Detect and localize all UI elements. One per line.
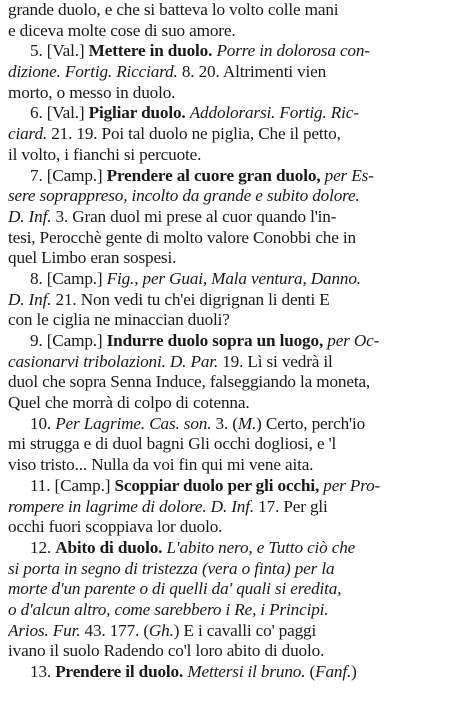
body-text: 17. Per gli [254, 496, 328, 516]
italic-text: Arios. Fur. [8, 620, 81, 640]
text-line [8, 455, 466, 476]
text-line [8, 290, 466, 311]
italic-text: per Pro- [323, 475, 381, 495]
text-line [8, 579, 466, 600]
text-line [8, 166, 466, 187]
body-text: e diceva molte cose di suo amore. [8, 20, 236, 40]
body-text: 6. [Val.] [30, 103, 89, 123]
text-line [8, 559, 466, 580]
text-line [8, 434, 466, 455]
body-text: 9. [Camp.] [30, 331, 107, 350]
italic-text: morte d'un parente o di quelli da' quali si eredita, [8, 579, 342, 599]
body-text: 19. Lì si vedrà il [218, 351, 333, 371]
body-text: con le ciglia ne minaccian duoli? [8, 310, 230, 330]
text-line [8, 600, 466, 621]
italic-text: per Oc- [327, 331, 380, 350]
text-line [8, 248, 466, 269]
italic-text: L'abito nero, e Tutto ciò che [166, 537, 356, 557]
text-line [8, 497, 466, 518]
body-text: il volto, i fianchi si percuote. [8, 144, 202, 164]
body-text: occhi fuori scoppiava lor duolo. [8, 517, 223, 537]
text-line [8, 145, 466, 166]
text-line [8, 21, 466, 42]
body-text: grande duolo, e che si batteva lo volto colle mani [8, 0, 339, 19]
italic-text: rompere in lagrime di dolore. D. Inf. [8, 496, 255, 516]
body-text: 43. 177. ( [80, 620, 149, 640]
text-line [8, 476, 466, 497]
italic-text: Fanf. [315, 662, 352, 681]
body-text: 13. [30, 662, 56, 681]
body-text: 3. Gran duol mi prese al cuor quando l'in- [51, 206, 337, 226]
text-line [8, 662, 466, 683]
body-text: tesi, Perocchè gente di molto valore Conobbi che in [8, 227, 356, 247]
body-text: duol che sopra Senna Induce, falseggiando la moneta, [8, 372, 371, 392]
entry-headword: Prendere al cuore gran duolo, [106, 165, 321, 185]
body-text: 11. [Camp.] [30, 475, 115, 495]
text-line [8, 103, 466, 124]
body-text: ) E i cavalli co' paggi [173, 620, 317, 640]
text-line [8, 41, 466, 62]
entry-headword: Abito di duolo. [55, 537, 163, 557]
italic-text: Per Lagrime. Cas. son. [55, 413, 212, 433]
body-text: 8. [Camp.] [30, 268, 107, 288]
entry-headword: Scoppiar duolo per gli occhi, [114, 475, 320, 495]
body-text: 10. [30, 413, 56, 433]
italic-text: ciard. [8, 124, 48, 144]
italic-text: per Es- [324, 165, 374, 185]
text-line [8, 372, 466, 393]
italic-text: Gh. [148, 620, 174, 640]
body-text: Quel che morrà di colpo di cotenna. [8, 393, 250, 413]
body-text: 12. [30, 537, 56, 557]
text-line [8, 310, 466, 331]
text-line [8, 83, 466, 104]
text-line [8, 538, 466, 559]
text-line [8, 621, 466, 642]
body-text: 5. [Val.] [30, 41, 89, 61]
text-line [8, 124, 466, 145]
entry-headword: Mettere in duolo. [88, 41, 213, 61]
italic-text: D. Inf. [8, 206, 52, 226]
body-text: ) Certo, perch'io [256, 413, 366, 433]
italic-text: M. [237, 413, 257, 433]
body-text: 3. ( [211, 413, 238, 433]
body-text: 21. Non vedi tu ch'ei digrignan li denti E [51, 289, 330, 309]
italic-text: Mettersi il bruno. [187, 662, 306, 681]
text-line [8, 0, 466, 21]
text-line [8, 269, 466, 290]
italic-text: o d'alcun altro, come sarebbero i Re, i Principi. [8, 599, 329, 619]
body-text: ) [351, 662, 357, 681]
text-line [8, 207, 466, 228]
body-text: mi strugga e di duol bagni Gli occhi dogliosi, e 'l [8, 434, 337, 454]
italic-text: casionarvi tribolazioni. D. Par. [8, 351, 219, 371]
body-text: 8. 20. Altrimenti vien [177, 62, 327, 82]
italic-text: D. Inf. [8, 289, 52, 309]
entry-headword: Prendere il duolo. [55, 662, 184, 681]
entry-headword: Pigliar duolo. [88, 103, 186, 123]
italic-text: Addolorarsi. Fortig. Ric- [189, 103, 359, 123]
body-text: 21. 19. Poi tal duolo ne piglia, Che il petto, [47, 124, 341, 144]
text-line [8, 331, 466, 352]
text-line [8, 228, 466, 249]
body-text: ( [305, 662, 316, 681]
italic-text: si porta in segno di tristezza (vera o finta) per la [8, 558, 335, 578]
italic-text: dizione. Fortig. Ricciard. [8, 62, 178, 82]
body-text: quel Limbo eran sospesi. [8, 248, 177, 268]
italic-text: Porre in dolorosa con- [216, 41, 370, 61]
text-line [8, 393, 466, 414]
text-line [8, 414, 466, 435]
text-line [8, 352, 466, 373]
text-line [8, 641, 466, 662]
body-text: ivano il suolo Radendo co'l loro abito di duolo. [8, 641, 325, 661]
body-text: morto, o messo in duolo. [8, 82, 176, 102]
text-line [8, 186, 466, 207]
italic-text: Fig., per Guai, Mala ventura, Danno. [106, 268, 361, 288]
entry-headword: Indurre duolo sopra un luogo, [106, 331, 324, 350]
text-line [8, 62, 466, 83]
text-line [8, 517, 466, 538]
italic-text: sere soprappreso, incolto da grande e subito dolore. [8, 186, 360, 206]
body-text: viso tristo... Nulla da voi fin qui mi vene aita. [8, 455, 314, 475]
body-text: 7. [Camp.] [30, 165, 107, 185]
